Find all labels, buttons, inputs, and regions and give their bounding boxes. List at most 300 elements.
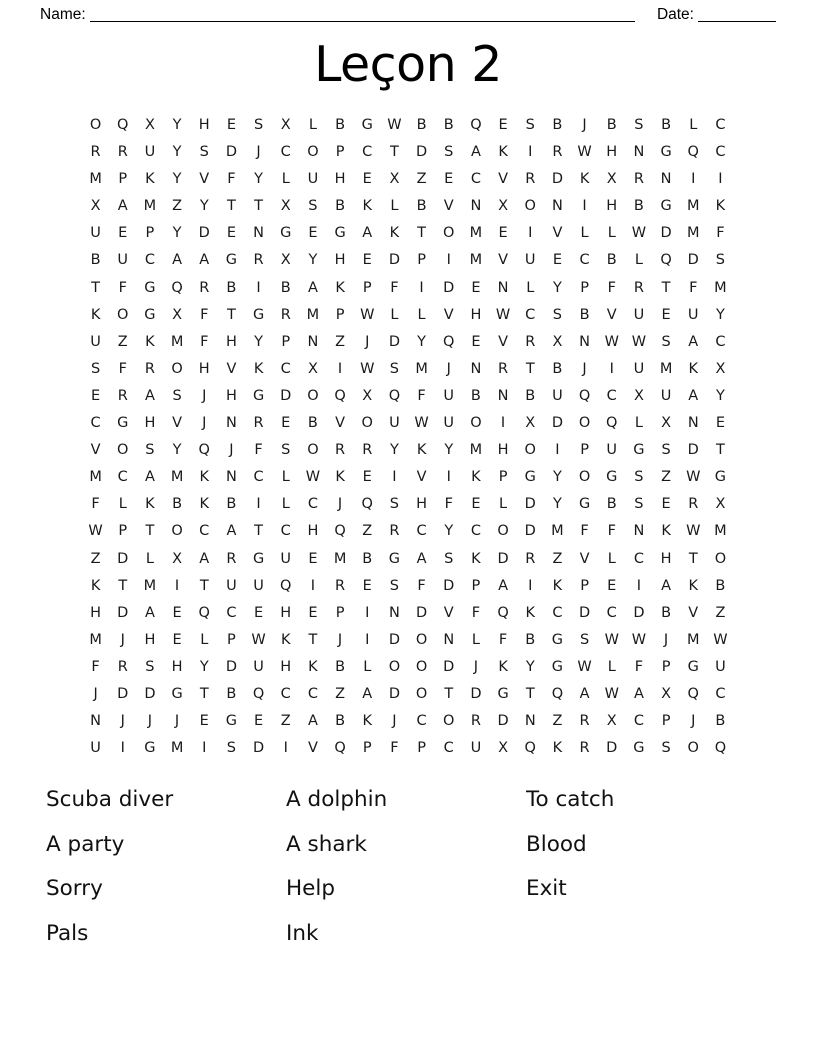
grid-cell[interactable]: R [552,144,563,161]
grid-cell[interactable]: S [199,144,209,161]
grid-cell[interactable]: N [225,415,237,432]
grid-cell[interactable]: E [661,496,671,513]
grid-cell[interactable]: G [144,740,156,757]
grid-cell[interactable]: L [607,658,616,675]
grid-cell[interactable]: E [444,171,454,188]
grid-cell[interactable]: Y [552,279,562,296]
grid-cell[interactable]: K [335,279,345,296]
grid-cell[interactable]: H [606,198,618,215]
grid-cell[interactable]: S [661,333,671,350]
grid-cell[interactable]: H [144,631,156,648]
grid-cell[interactable]: D [497,713,509,730]
grid-cell[interactable]: P [498,469,508,486]
grid-cell[interactable]: X [280,198,291,215]
grid-cell[interactable]: R [226,550,237,567]
grid-cell[interactable]: F [498,631,508,648]
grid-cell[interactable]: X [389,171,400,188]
grid-cell[interactable]: Y [444,442,454,459]
grid-cell[interactable]: M [170,469,184,486]
grid-cell[interactable]: K [552,577,563,594]
grid-cell[interactable]: C [525,306,536,323]
grid-cell[interactable]: K [389,225,400,242]
grid-cell[interactable]: D [660,225,672,242]
grid-cell[interactable]: C [416,523,427,540]
grid-cell[interactable]: K [362,198,372,215]
grid-cell[interactable]: C [633,550,644,567]
grid-cell[interactable]: B [335,658,346,675]
grid-cell[interactable]: K [498,658,508,675]
grid-cell[interactable]: U [144,144,156,161]
grid-cell[interactable]: O [171,523,183,540]
grid-cell[interactable]: L [145,550,154,567]
grid-cell[interactable]: B [525,631,536,648]
grid-cell[interactable]: F [634,658,644,675]
grid-cell[interactable]: Y [172,225,182,242]
grid-cell[interactable]: T [254,198,263,215]
grid-cell[interactable]: C [715,333,726,350]
grid-cell[interactable]: J [473,658,479,675]
word-list-item[interactable]: A shark [286,831,367,857]
grid-cell[interactable]: T [145,523,155,540]
grid-cell[interactable]: Y [444,523,454,540]
grid-cell[interactable]: D [551,171,563,188]
grid-cell[interactable]: G [551,658,564,675]
grid-cell[interactable]: K [335,469,345,486]
grid-cell[interactable]: X [606,171,617,188]
grid-cell[interactable]: T [226,306,236,323]
grid-cell[interactable]: E [118,225,128,242]
grid-cell[interactable]: V [199,171,210,188]
grid-cell[interactable]: J [663,631,669,648]
grid-cell[interactable]: K [199,496,209,513]
grid-cell[interactable]: I [582,198,587,215]
grid-cell[interactable]: K [579,171,590,188]
grid-cell[interactable]: L [499,496,508,513]
grid-cell[interactable]: R [280,306,291,323]
grid-cell[interactable]: C [253,469,264,486]
grid-cell[interactable]: H [280,658,292,675]
grid-cell[interactable]: P [281,333,291,350]
grid-cell[interactable]: O [443,225,455,242]
grid-cell[interactable]: V [579,550,590,567]
grid-cell[interactable]: Y [199,658,209,675]
grid-cell[interactable]: R [498,360,509,377]
grid-cell[interactable]: C [470,523,481,540]
grid-cell[interactable]: N [633,523,645,540]
grid-cell[interactable]: B [335,117,346,133]
grid-cell[interactable]: N [551,198,563,215]
grid-cell[interactable]: P [362,279,372,296]
grid-cell[interactable]: P [580,279,589,296]
grid-cell[interactable]: U [443,387,455,404]
grid-cell[interactable]: R [389,523,400,540]
grid-cell[interactable]: S [145,442,155,459]
grid-cell[interactable]: I [446,252,451,269]
grid-cell[interactable]: O [470,415,482,432]
grid-cell[interactable]: N [307,333,319,350]
grid-cell[interactable]: B [280,279,291,296]
grid-cell[interactable]: G [660,198,672,215]
grid-cell[interactable]: I [528,144,533,161]
grid-cell[interactable]: B [606,117,617,133]
grid-cell[interactable]: K [552,740,563,757]
grid-cell[interactable]: J [174,713,180,730]
grid-cell[interactable]: C [715,685,726,702]
grid-cell[interactable]: R [335,442,346,459]
grid-cell[interactable]: E [471,496,481,513]
grid-cell[interactable]: Q [334,523,346,540]
grid-cell[interactable]: H [225,333,237,350]
grid-cell[interactable]: Q [497,604,509,621]
grid-cell[interactable]: L [281,171,290,188]
grid-cell[interactable]: P [362,740,372,757]
grid-cell[interactable]: P [661,713,671,730]
grid-cell[interactable]: B [307,415,318,432]
grid-cell[interactable]: W [305,469,321,486]
grid-cell[interactable]: O [171,360,183,377]
word-list-item[interactable]: A dolphin [286,787,388,812]
grid-cell[interactable]: A [199,252,210,269]
grid-cell[interactable]: O [117,306,129,323]
grid-cell[interactable]: K [90,577,101,594]
grid-cell[interactable]: W [251,631,266,648]
grid-cell[interactable]: B [715,577,726,594]
grid-cell[interactable]: D [415,604,428,621]
grid-cell[interactable]: R [579,740,590,757]
grid-cell[interactable]: E [281,415,291,432]
grid-cell[interactable]: I [419,279,424,296]
grid-cell[interactable]: N [90,713,101,730]
grid-cell[interactable]: J [120,713,125,730]
grid-cell[interactable]: O [524,198,536,215]
grid-cell[interactable]: F [580,523,589,540]
grid-cell[interactable]: M [686,198,700,215]
grid-cell[interactable]: T [688,550,698,567]
date-input-line[interactable] [698,8,776,22]
grid-cell[interactable]: J [229,442,234,459]
grid-cell[interactable]: M [89,469,102,486]
grid-cell[interactable]: Q [687,144,699,161]
grid-cell[interactable]: C [280,144,291,161]
grid-cell[interactable]: Z [335,685,346,702]
grid-cell[interactable]: S [172,387,182,404]
grid-cell[interactable]: B [90,252,101,269]
grid-cell[interactable]: O [307,442,319,459]
grid-cell[interactable]: L [200,631,209,648]
grid-cell[interactable]: D [470,685,482,702]
grid-cell[interactable]: T [308,631,318,648]
grid-cell[interactable]: S [715,252,726,269]
grid-cell[interactable]: H [334,252,346,269]
grid-cell[interactable]: V [443,198,454,215]
grid-cell[interactable]: Y [254,171,263,188]
grid-cell[interactable]: M [714,523,727,540]
grid-cell[interactable]: S [90,360,101,377]
grid-cell[interactable]: I [365,604,370,621]
grid-cell[interactable]: Z [715,604,726,621]
grid-cell[interactable]: H [171,658,183,675]
grid-cell[interactable]: B [525,387,536,404]
grid-cell[interactable]: S [634,117,644,133]
grid-cell[interactable]: Q [551,685,564,702]
grid-cell[interactable]: F [118,279,127,296]
grid-cell[interactable]: F [390,279,399,296]
grid-cell[interactable]: G [551,631,564,648]
grid-cell[interactable]: K [471,469,481,486]
grid-cell[interactable]: G [171,685,183,702]
grid-cell[interactable]: B [715,713,726,730]
grid-cell[interactable]: F [607,279,616,296]
grid-cell[interactable]: B [606,252,617,269]
grid-cell[interactable]: J [256,144,261,161]
grid-cell[interactable]: D [497,550,509,567]
grid-cell[interactable]: K [498,144,508,161]
grid-cell[interactable]: X [172,306,183,323]
grid-cell[interactable]: N [253,225,264,242]
grid-cell[interactable]: S [253,117,264,133]
grid-cell[interactable]: F [471,604,481,621]
grid-cell[interactable]: M [659,360,673,377]
grid-cell[interactable]: U [470,740,482,757]
grid-cell[interactable]: E [253,713,264,730]
grid-cell[interactable]: G [252,550,265,567]
grid-cell[interactable]: V [335,415,346,432]
grid-cell[interactable]: C [280,685,291,702]
grid-cell[interactable]: R [253,415,264,432]
grid-cell[interactable]: W [577,144,592,161]
grid-cell[interactable]: P [335,604,345,621]
grid-cell[interactable]: I [528,225,533,242]
grid-cell[interactable]: I [256,496,261,513]
grid-cell[interactable]: Z [416,171,427,188]
grid-cell[interactable]: L [308,117,317,133]
grid-cell[interactable]: Z [280,713,291,730]
grid-cell[interactable]: S [661,442,671,459]
grid-cell[interactable]: R [579,713,590,730]
grid-cell[interactable]: G [633,442,645,459]
grid-cell[interactable]: F [689,279,698,296]
grid-cell[interactable]: O [497,523,509,540]
grid-cell[interactable]: T [389,144,399,161]
grid-cell[interactable]: W [495,306,511,323]
grid-cell[interactable]: H [198,117,210,133]
grid-cell[interactable]: Z [552,713,563,730]
grid-cell[interactable]: W [631,225,647,242]
grid-cell[interactable]: U [606,442,618,459]
grid-cell[interactable]: B [633,198,644,215]
grid-cell[interactable]: M [89,631,102,648]
grid-cell[interactable]: C [307,496,318,513]
grid-cell[interactable]: M [714,279,727,296]
grid-cell[interactable]: M [415,360,428,377]
grid-cell[interactable]: E [471,279,481,296]
grid-cell[interactable]: D [388,631,400,648]
grid-cell[interactable]: U [90,740,101,757]
grid-cell[interactable]: A [633,685,644,702]
grid-cell[interactable]: D [252,740,265,757]
grid-cell[interactable]: D [415,144,428,161]
grid-cell[interactable]: E [226,117,236,133]
grid-cell[interactable]: K [145,171,155,188]
grid-cell[interactable]: J [337,631,343,648]
grid-cell[interactable]: Z [362,523,373,540]
grid-cell[interactable]: X [280,252,291,269]
grid-cell[interactable]: A [661,577,672,594]
grid-cell[interactable]: U [524,252,536,269]
word-list-item[interactable]: Exit [526,876,567,901]
grid-cell[interactable]: G [280,225,292,242]
grid-cell[interactable]: W [604,685,619,702]
grid-cell[interactable]: F [444,496,453,513]
grid-cell[interactable]: G [578,496,591,513]
grid-cell[interactable]: M [89,171,102,188]
grid-cell[interactable]: D [117,550,129,567]
word-list-item[interactable]: To catch [526,787,615,812]
grid-cell[interactable]: F [716,225,725,242]
grid-cell[interactable]: N [470,360,482,377]
grid-cell[interactable]: R [117,144,128,161]
grid-cell[interactable]: T [199,577,209,594]
grid-cell[interactable]: T [254,523,263,540]
grid-cell[interactable]: A [226,523,237,540]
grid-cell[interactable]: C [144,252,155,269]
grid-cell[interactable]: I [636,577,642,594]
grid-cell[interactable]: Z [661,469,672,486]
grid-cell[interactable]: M [686,631,700,648]
grid-cell[interactable]: Y [525,658,535,675]
grid-cell[interactable]: I [202,740,207,757]
grid-cell[interactable]: K [199,469,209,486]
grid-cell[interactable]: X [661,415,672,432]
grid-cell[interactable]: K [688,577,698,594]
grid-cell[interactable]: G [117,415,129,432]
grid-cell[interactable]: T [715,442,725,459]
grid-cell[interactable]: I [392,469,397,486]
grid-cell[interactable]: C [470,171,481,188]
grid-cell[interactable]: P [580,577,589,594]
grid-cell[interactable]: B [362,550,373,567]
grid-cell[interactable]: X [144,117,155,133]
grid-cell[interactable]: V [498,252,509,269]
grid-cell[interactable]: D [443,658,455,675]
grid-cell[interactable]: S [389,577,400,594]
grid-cell[interactable]: L [281,496,290,513]
grid-cell[interactable]: F [607,523,616,540]
grid-cell[interactable]: I [555,442,560,459]
grid-cell[interactable]: G [334,225,346,242]
grid-cell[interactable]: F [227,171,236,188]
grid-cell[interactable]: M [469,442,483,459]
grid-cell[interactable]: R [117,387,128,404]
grid-cell[interactable]: J [365,333,370,350]
grid-cell[interactable]: U [280,550,292,567]
grid-cell[interactable]: O [361,415,373,432]
grid-cell[interactable]: Q [171,279,183,296]
grid-cell[interactable]: O [388,658,401,675]
grid-cell[interactable]: L [526,279,535,296]
grid-cell[interactable]: G [225,713,238,730]
grid-cell[interactable]: A [117,198,128,215]
grid-cell[interactable]: V [172,415,183,432]
grid-cell[interactable]: U [687,306,699,323]
grid-cell[interactable]: J [582,360,587,377]
grid-cell[interactable]: L [390,306,399,323]
grid-cell[interactable]: H [225,387,237,404]
grid-cell[interactable]: C [117,469,128,486]
grid-cell[interactable]: V [443,306,454,323]
grid-cell[interactable]: D [388,685,400,702]
grid-cell[interactable]: Y [172,442,182,459]
grid-cell[interactable]: K [145,496,155,513]
grid-cell[interactable]: R [525,333,536,350]
grid-cell[interactable]: R [144,360,155,377]
word-list-item[interactable]: Scuba diver [46,787,174,812]
grid-cell[interactable]: D [443,577,455,594]
grid-cell[interactable]: Q [361,496,373,513]
grid-cell[interactable]: P [417,740,426,757]
grid-cell[interactable]: K [715,198,726,215]
grid-cell[interactable]: O [524,442,536,459]
grid-cell[interactable]: Q [117,117,129,133]
grid-cell[interactable]: D [524,496,536,513]
grid-cell[interactable]: T [525,685,535,702]
grid-cell[interactable]: B [470,387,481,404]
grid-cell[interactable]: Y [417,333,426,350]
grid-cell[interactable]: T [444,685,454,702]
grid-cell[interactable]: C [443,740,454,757]
grid-cell[interactable]: K [688,360,698,377]
grid-cell[interactable]: T [417,225,426,242]
word-list-item[interactable]: Pals [46,920,89,946]
grid-cell[interactable]: Q [714,740,727,757]
grid-cell[interactable]: E [552,252,562,269]
grid-cell[interactable]: X [633,387,644,404]
grid-cell[interactable]: A [199,550,210,567]
grid-cell[interactable]: F [417,577,426,594]
grid-cell[interactable]: J [582,117,587,133]
grid-cell[interactable]: N [443,631,455,648]
grid-cell[interactable]: E [172,604,182,621]
name-input-line[interactable] [90,8,635,22]
grid-cell[interactable]: Q [470,117,482,133]
grid-cell[interactable]: C [715,117,726,133]
grid-cell[interactable]: M [333,550,347,567]
grid-cell[interactable]: B [172,496,183,513]
grid-cell[interactable]: I [528,577,533,594]
grid-cell[interactable]: Z [335,333,346,350]
grid-cell[interactable]: X [280,117,291,133]
grid-cell[interactable]: K [661,523,671,540]
grid-cell[interactable]: G [687,658,699,675]
grid-cell[interactable]: X [552,333,563,350]
grid-cell[interactable]: K [280,631,291,648]
grid-cell[interactable]: I [365,631,370,648]
grid-cell[interactable]: A [144,469,155,486]
grid-cell[interactable]: S [634,469,644,486]
grid-cell[interactable]: L [390,198,399,215]
grid-cell[interactable]: G [144,306,156,323]
grid-cell[interactable]: K [362,713,372,730]
grid-cell[interactable]: R [525,171,536,188]
grid-cell[interactable]: K [471,550,481,567]
grid-cell[interactable]: W [713,631,728,648]
grid-cell[interactable]: I [337,360,343,377]
grid-cell[interactable]: O [578,415,591,432]
grid-cell[interactable]: H [660,550,672,567]
grid-cell[interactable]: J [120,631,125,648]
grid-cell[interactable]: E [90,387,101,404]
grid-cell[interactable]: L [281,469,290,486]
